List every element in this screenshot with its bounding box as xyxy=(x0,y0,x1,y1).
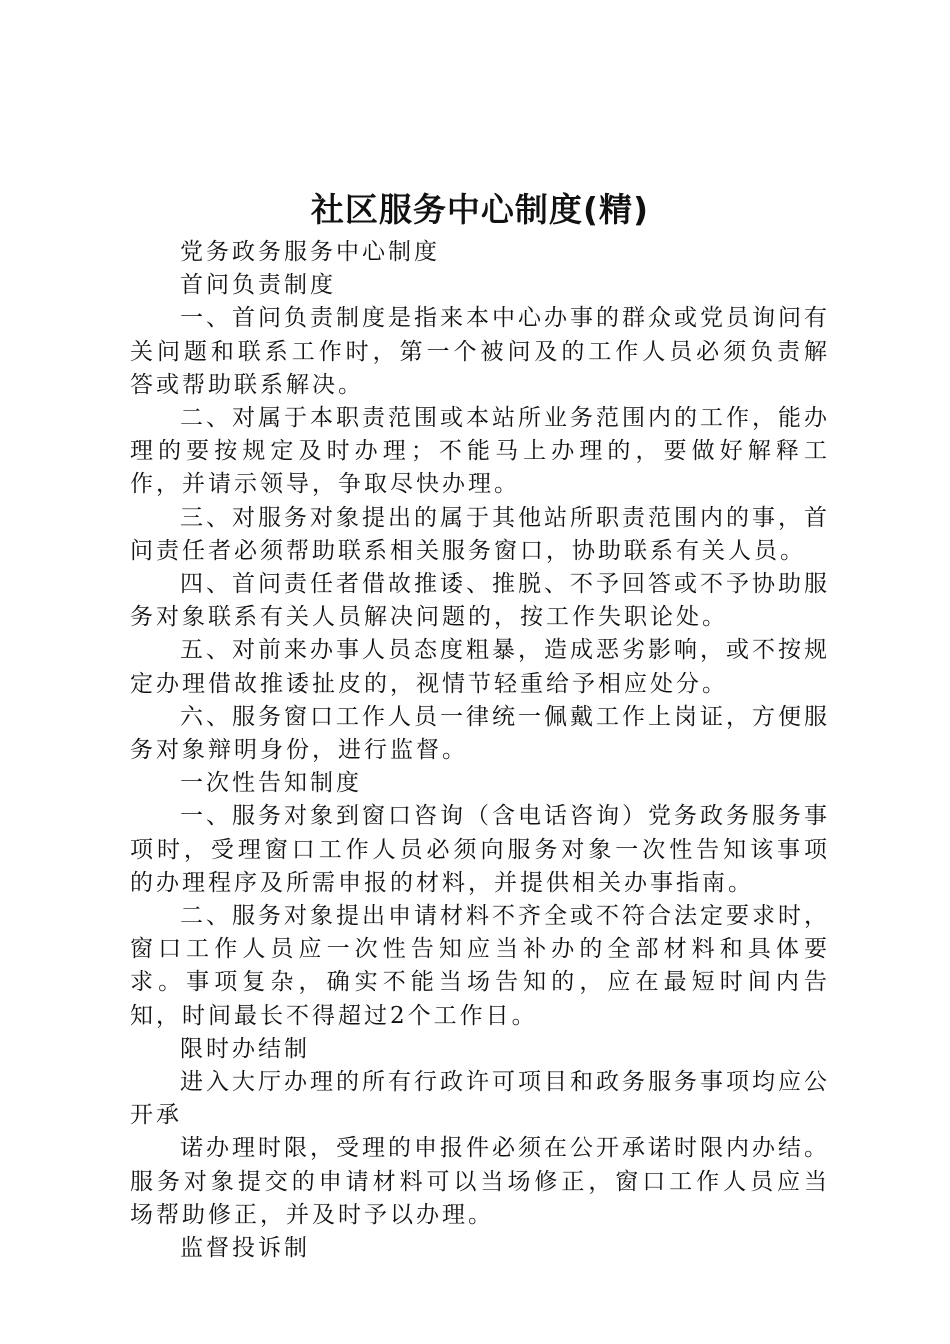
paragraph: 三、对服务对象提出的属于其他站所职责范围内的事，首问责任者必须帮助联系相关服务窗口，协助联系有关人员。 xyxy=(130,504,830,564)
paragraph: 一、首问负责制度是指来本中心办事的群众或党员询问有关问题和联系工作时，第一个被问及的工作人员必须负责解答或帮助联系解决。 xyxy=(130,305,830,398)
section-heading: 一次性告知制度 xyxy=(180,770,362,797)
paragraph: 四、首问责任者借故推诿、推脱、不予回答或不予协助服务对象联系有关人员解决问题的，按工作失职论处。 xyxy=(130,571,830,631)
paragraph: 五、对前来办事人员态度粗暴，造成恶劣影响，或不按规定办理借故推诿扯皮的，视情节轻重给予相应处分。 xyxy=(130,637,830,697)
document-page xyxy=(130,186,830,1265)
paragraph: 诺办理时限，受理的申报件必须在公开承诺时限内办结。服务对象提交的申请材料可以当场修正，窗口工作人员应当场帮助修正，并及时予以办理。 xyxy=(130,1135,830,1228)
paragraph: 一、服务对象到窗口咨询（含电话咨询）党务政务服务事项时，受理窗口工作人员必须向服务对象一次性告知该事项的办理程序及所需申报的材料，并提供相关办事指南。 xyxy=(130,803,830,896)
document-title: 社区服务中心制度(精) xyxy=(310,190,650,229)
section-heading: 监督投诉制 xyxy=(180,1235,310,1262)
section-heading: 首问负责制度 xyxy=(180,272,336,299)
section-heading: 限时办结制 xyxy=(180,1035,310,1062)
section-heading: 党务政务服务中心制度 xyxy=(180,239,440,265)
paragraph: 进入大厅办理的所有行政许可项目和政务服务事项均应公开承 xyxy=(130,1069,830,1129)
paragraph: 二、服务对象提出申请材料不齐全或不符合法定要求时，窗口工作人员应一次性告知应当补办的全部材料和具体要求。事项复杂，确实不能当场告知的，应在最短时间内告知，时间最长不得超过2个工作日。 xyxy=(130,903,830,1029)
paragraph: 二、对属于本职责范围或本站所业务范围内的工作，能办理的要按规定及时办理；不能马上办理的，要做好解释工作，并请示领导，争取尽快办理。 xyxy=(130,405,830,498)
paragraph: 六、服务窗口工作人员一律统一佩戴工作上岗证，方便服务对象辩明身份，进行监督。 xyxy=(130,703,830,764)
